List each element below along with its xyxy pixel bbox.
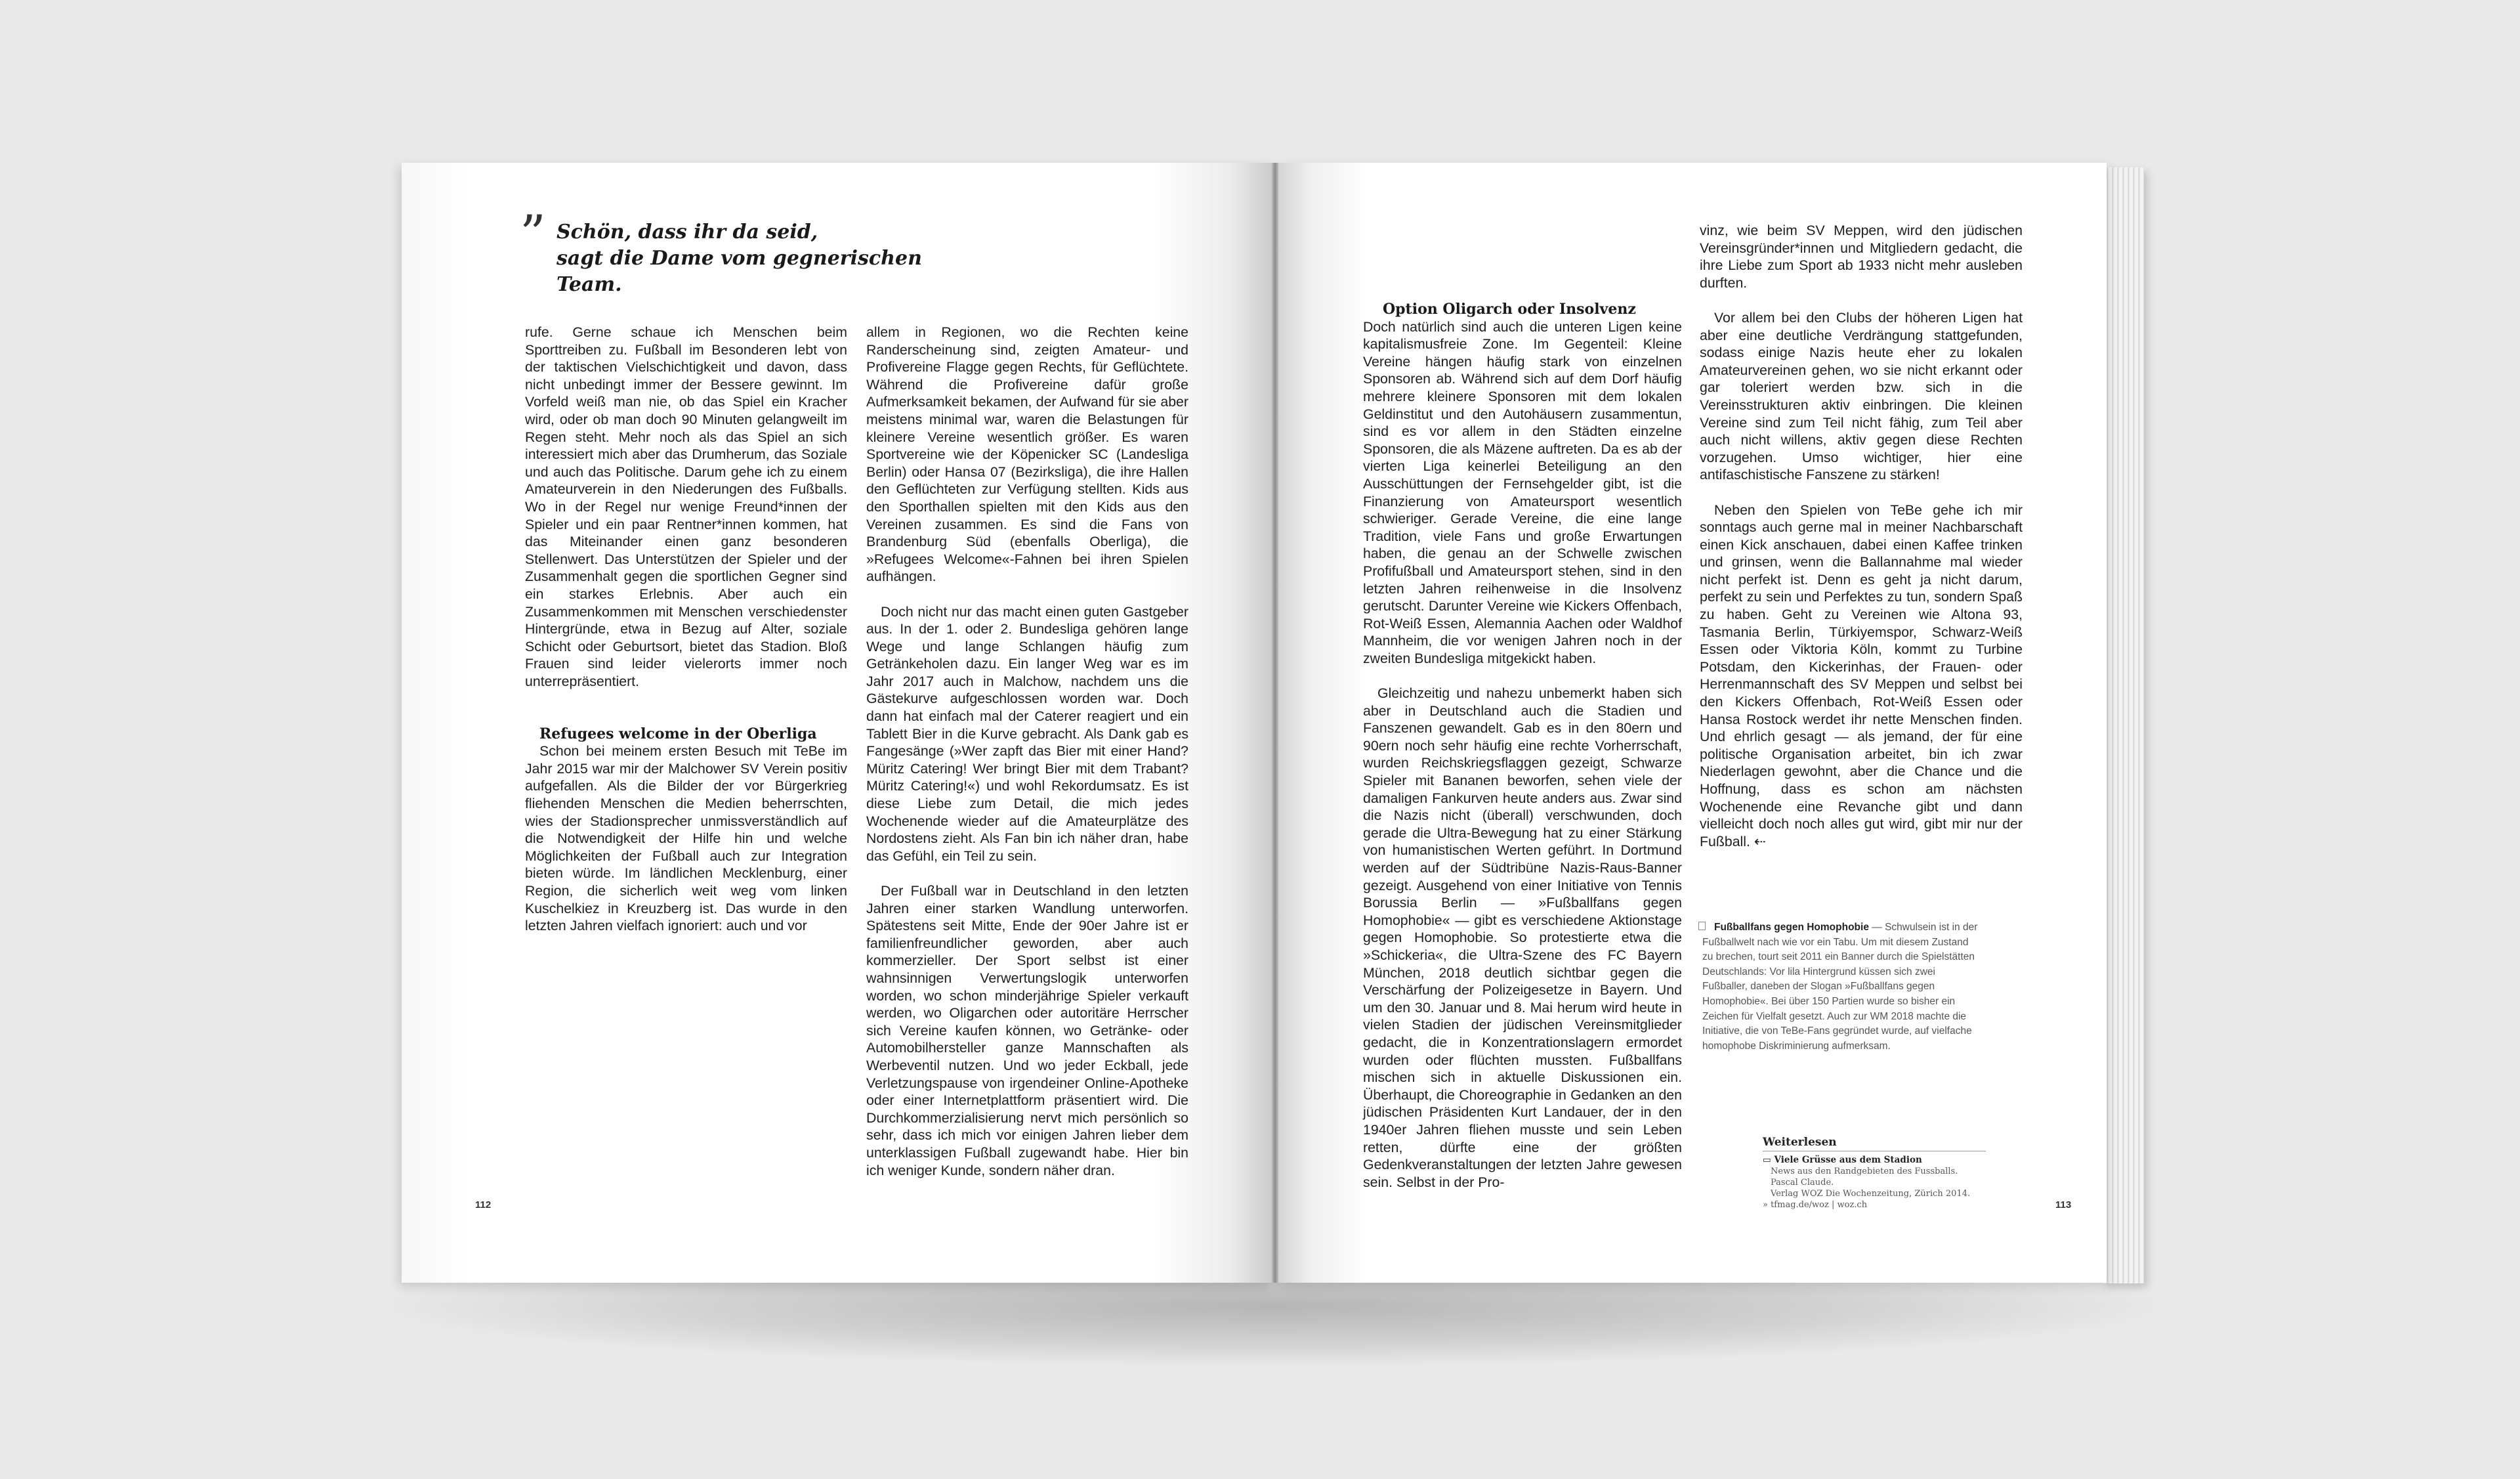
right-column-1 [1363,301,1682,1191]
sidebar-text: — Schwulsein ist in der Fußballwelt nach wie vor ein Tabu. Um mit diesem Zustand zu brechen, tourt seit 2011 ein Banner durch die Spielstätten Deutschlands: Vor lila Hintergrund küssen sich zwei Fußballer, daneben der Slogan »Fußballfans gegen Homophobie«. Bei über 150 Partien wurde so bisher ein Zeichen für Vielfalt gesetzt. Auch zur WM 2018 machte die Initiative, die von TeBe-Fans gegründet wurde, auf vielfache homophobe Diskriminierung aufmerksam. [1702,922,1978,1052]
paragraph: allem in Regionen, wo die Rechten keine Randerscheinung sind, zeigten Amateur- und Profivereine Flagge gegen Rechts, für Geflüchtete. Während die Profivereine dafür große Aufmerksamkeit bekamen, der Aufwand für sie aber meistens minimal war, waren die Belastungen für kleinere Vereine wesentlich größer. Es waren Sportvereine wie der Köpenicker SC (Landesliga Berlin) oder Hansa 07 (Bezirksliga), die ihre Hallen den Geflüchteten zur Verfügung stellten. Kids aus den Sporthallen spielten mit den Kids aus den Vereinen zusammen. Es sind die Fans von Brandenburg Süd (ebenfalls Oberliga), die »Refugees Welcome«-Fahnen bei ihren Spielen aufhängen. [866,324,1188,585]
paragraph: rufe. Gerne schaue ich Menschen beim Sporttreiben zu. Fußball im Besonderen lebt von der taktischen Vielschichtigkeit und davon, dass nicht unbedingt immer der Bessere gewinnt. Im Vorfeld weiß man nie, ob das Spiel ein Kracher wird, oder ob man doch 90 Minuten gelangweilt im Regen steht. Mehr noch als das Spiel an sich interessiert mich aber das Drumherum, das Soziale und auch das Politische. Darum gehe ich zu einem Amateurverein in den Niederungen des Fußballs. Wo in der Regel nur wenige Freund*innen der Spieler und ein paar Rentner*innen kommen, hat das Miteinander einen ganz besonderen Stellenwert. Das Unterstützen der Spieler und der Zusammenhalt gegen die sportlichen Gegner sind ein starkes Erlebnis. Aber auch ein Zusammenkommen mit Menschen verschiedenster Hintergründe, etwa in Bezug auf Alter, soziale Schicht oder Geburtsort, bietet das Stadion. Bloß Frauen sind leider vielerorts immer noch unterrepräsentiert. [525,324,847,689]
page-stack-edge [2103,167,2144,1283]
paragraph: Doch nicht nur das macht einen guten Gastgeber aus. In der 1. oder 2. Bundesliga gehören lange Wege und lange Schlangen häufig zum Getränkeholen dazu. Ein langer Weg war es im Jahr 2017 auch in Malchow, nachdem uns die Gästekurve aufgeschlossen worden war. Doch dann hat einfach mal der Caterer reagiert und ein Tablett Bier in die Kurve gebracht. Als Dank gab es Fangesänge (»Wer zapft das Bier mit einer Hand? Müritz Catering! Wer bringt Bier mit dem Trabant? Müritz Catering!«) und wohl Rekordumsatz. Es ist diese Liebe zum Detail, die mich jedes Wochenende wieder auf die Amateurplätze des Nordostens zieht. Als Fan bin ich näher dran, habe das Gefühl, ein Teil zu sein. [866,603,1188,864]
book-title: ▭ Viele Grüsse aus dem Stadion [1763,1155,1922,1165]
section-heading-oligarch: Option Oligarch oder Insolvenz [1383,301,1636,318]
book-gutter [1272,163,1278,1283]
book-info: News aus den Randgebieten des Fussballs. Pascal Claude. [1771,1167,1958,1188]
paragraph: Vor allem bei den Clubs der höheren Ligen hat aber eine deutliche Verdrängung stattgefunden, sodass einige Nazis heute eher zu lokalen Amateurvereinen gehen, wo sie nicht erkannt oder gar toleriert werden bzw. sich in die Vereinsstrukturen aktiv einbringen. Die kleinen Vereine sind zum Teil nicht fähig, zum Teil aber auch nicht willens, aktiv gegen diese Rechten vorzugehen. Umso wichtiger, hier eine antifaschistische Fanszene zu stärken! [1700,309,2023,483]
left-column-1 [525,324,847,935]
section-heading-oberliga: Refugees welcome in der Oberliga [539,725,817,742]
page-number-left: 112 [475,1199,492,1211]
sidebar-note [1702,920,1981,1054]
further-reading-heading: Weiterlesen [1763,1137,1986,1151]
paragraph: Gleichzeitig und nahezu unbemerkt haben sich aber in Deutschland auch die Stadien und Fanszenen gewandelt. Gab es in den 80ern und 90ern noch sehr häufig eine rechte Vorherrschaft, wurden Reichskriegsflaggen gezeigt, Schwarze Spieler mit Bananen beworfen, sehen viele der damaligen Fankurven heute anders aus. Zwar sind die Nazis nicht (überall) verschwunden, doch gerade die Ultra-Bewegung hat zu einer Stärkung von humanistischen Werten geführt. In Dortmund werden auf der Südtribüne Nazis-Raus-Banner gezeigt. Ausgehend von einer Initiative von Tennis Borussia Berlin — »Fußballfans gegen Homophobie« — gibt es verschiedene Aktionstage gegen Homophobie. So protestierte etwa die »Schickeria«, die Ultra-Szene des FC Bayern München, 2018 deutlich sichtbar gegen die Verschärfung der Polizeigesetze in Bayern. Und um den 30. Januar und 8. Mai herum wird heute in vielen Stadien der jüdischen Vereinsmitglieder gedacht, die in Konzentrationslagern ermordet wurden oder flüchten mussten. Fußballfans mischen sich in aktuelle Diskussionen ein. Überhaupt, die Choreographie in Gedanken an den jüdischen Präsidenten Kurt Landauer, der in den 1940er Jahren fliehen musste und sein Leben retten, dürfte eine der größten Gedenkveranstaltungen der letzten Jahre gewesen sein. Selbst in der Pro- [1363,685,1682,1190]
paragraph: vinz, wie beim SV Meppen, wird den jüdischen Vereinsgründer*innen und Mitgliedern gedacht, die ihre Liebe zum Sport ab 1933 nicht mehr ausleben durften. [1700,223,2023,291]
right-column-2 [1700,222,2023,850]
page-number-right: 113 [2055,1199,2072,1211]
further-reading-link[interactable]: » tfmag.de/woz | woz.ch [1763,1200,1868,1210]
paragraph: Doch natürlich sind auch die unteren Ligen keine kapitalismusfreie Zone. Im Gegenteil: Kleine Vereine hängen häufig stark von einzelnen Sponsoren ab. Während sich auf dem Dorf häufig mehrere kleinere Sponsoren mit dem lokalen Geldinstitut und den Autohäusern zusammentun, sind es vor allem in den Städten einzelne Sponsoren, die als Mäzene auftreten. Da es ab der vierten Liga keinerlei Beteiligung an den Ausschüttungen der Fernsehgelder gibt, ist die Finanzierung von Amateursport wesentlich schwieriger. Gerade Vereine, die eine lange Tradition, viele Fans und große Erwartungen haben, die genau an der Schwelle zwischen Profifußball und Amateursport stehen, sind in den letzten Jahren reihenweise in die Insolvenz gerutscht. Darunter Vereine wie Kickers Offenbach, Rot-Weiß Essen, Alemannia Aachen oder Waldhof Mannheim, die vor wenigen Jahren noch in der zweiten Bundesliga mitgekickt haben. [1363,318,1682,666]
left-column-2 [866,324,1188,1179]
paragraph: Neben den Spielen von TeBe gehe ich mir sonntags auch gerne mal in meiner Nachbarschaft einen Kick anschauen, dabei einen Kaffee trinken und grinsen, wenn die Ballannahme mal wieder nicht perfekt ist. Denn es geht ja nicht darum, perfekt zu sein und Perfektes zu tun, sondern Spaß zu haben. Geht zu Vereinen wie Altona 93, Tasmania Berlin, Türkiyemspor, Schwarz-Weiß Essen oder Viktoria Köln, kommt zu Turbine Potsdam, den Kickerinhas, der Frauen- oder Herrenmannschaft des SV Meppen und selbst bei den Kickers Offenbach, Rot-Weiß Essen oder Hansa Rostock werdet ihr nette Menschen finden. Und ehrlich gesagt — als jemand, der für eine politische Organisation arbeitet, bin ich zwar Niederlagen gewohnt, aber die Chance und die Hoffnung, dass es schon am nächsten Wochenende eine Revanche gibt und dann vielleicht doch noch alles gut wird, gibt mir nur der Fußball. ⇠ [1700,502,2023,849]
paragraph: Der Fußball war in Deutschland in den letzten Jahren einer starken Wandlung unterworfen. Spätestens seit Mitte, Ende der 90er Jahre ist er familienfreundlicher geworden, aber auch kommerzieller. Der Sport selbst ist einer wahnsinnigen Verwertungslogik unterworfen worden, wo schon minderjährige Spieler verkauft werden, wo Oligarchen oder autoritäre Herrscher sich Vereine kaufen können, wo Getränke- oder Automobilhersteller ganze Mannschaften als Werbeventil nutzen. Und wo jeder Eckball, jede Verletzungspause von irgendeiner Online-Apotheke oder einer Internetplattform präsentiert wird. Die Durchkommerzialisierung nervt mich persönlich so sehr, dass ich mich vor einigen Jahren lieber dem unterklassigen Fußball zugewandt habe. Hier bin ich weniger Kunde, sondern näher dran. [866,883,1188,1178]
pull-quote: Schön, dass ihr da seid, sagt die Dame vom gegnerischen Team. [556,221,922,296]
sidebar-lead: Fußballfans gegen Homophobie [1714,922,1869,933]
quote-mark-icon: ” [520,205,546,264]
further-reading [1763,1137,1986,1211]
book-publisher: Verlag WOZ Die Wochenzeitung, Zürich 2014. [1771,1189,1971,1199]
paragraph: Schon bei meinem ersten Besuch mit TeBe im Jahr 2015 war mir der Malchower SV Verein positiv aufgefallen. Als die Bilder der vor Bürgerkrieg fliehenden Menschen die Medien beherrschten, wies der Stadionsprecher unmissverständlich auf die Notwendigkeit der Hilfe hin und welche Möglichkeiten der Fußball auch zur Integration bieten würde. Im ländlichen Mecklenburg, einer Region, die sicherlich weit weg vom linken Kuschelkiez in Kreuzberg ist. Das wurde in den letzten Jahren vielfach ignoriert: auch und vor [525,743,847,934]
